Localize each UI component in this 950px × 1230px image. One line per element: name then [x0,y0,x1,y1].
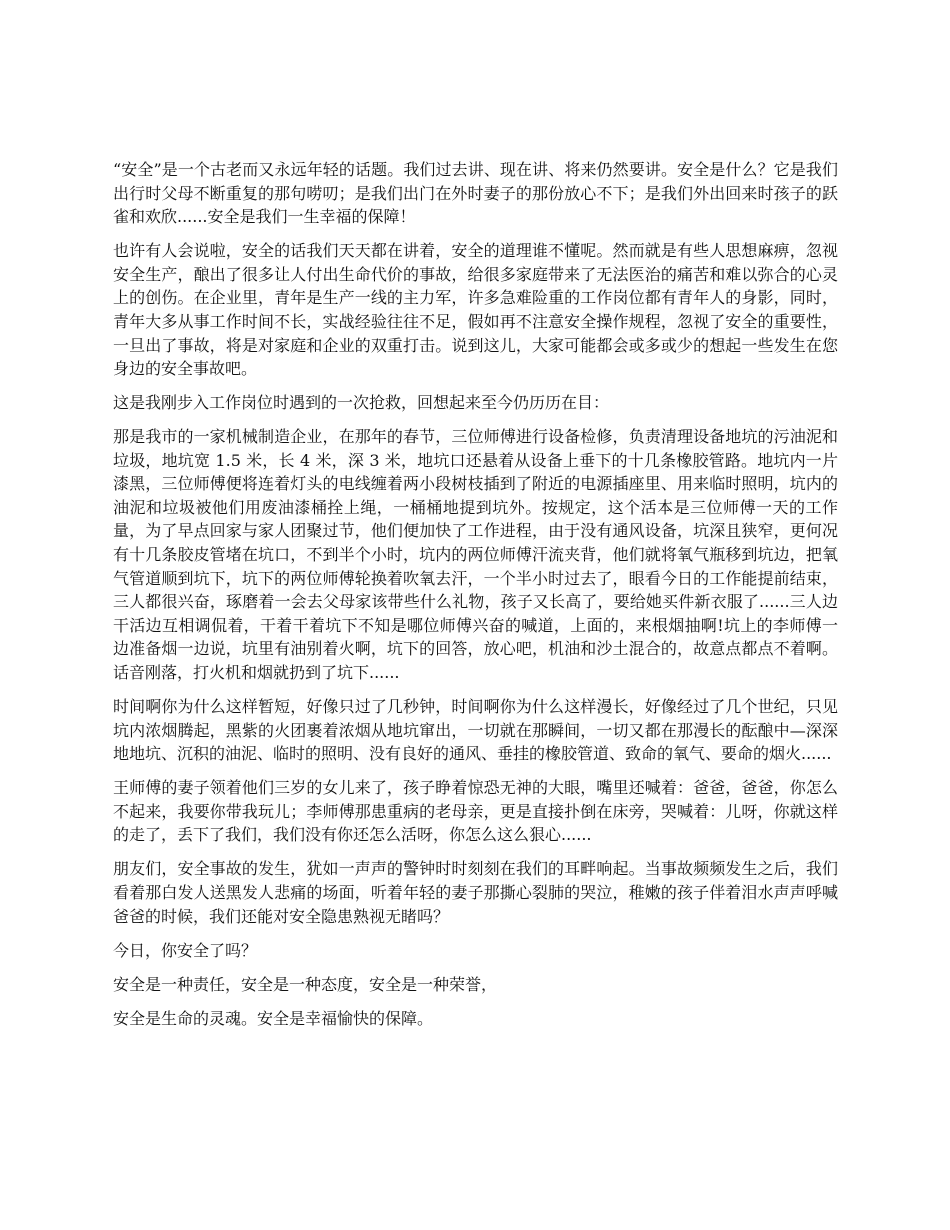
paragraph-closing: 安全是生命的灵魂。安全是幸福愉快的保障。 [113,1008,434,1028]
paragraph-warning: 朋友们，安全事故的发生，犹如一声声的警钟时时刻刻在我们的耳畔响起。当事故频频发生之后，我们看着那白发人送黑发人悲痛的场面，听着年轻的妻子那撕心裂肺的哭泣，稚嫩的孩子伴着泪水声声呼喊爸爸的时候，我们还能对安全隐患熟视无睹吗？ [113,859,838,926]
document-body [113,158,838,1041]
paragraph-time: 时间啊你为什么这样暂短，好像只过了几秒钟，时间啊你为什么这样漫长，好像经过了几个世纪，只见坑内浓烟腾起，黑紫的火团裹着浓烟从地坑窜出，一切就在那瞬间，一切又都在那漫长的酝酿中—深深地地坑、沉积的油泥、临时的照明、没有良好的通风、垂挂的橡胶管道、致命的氧气、要命的烟火...... [113,697,838,764]
paragraph-negligence: 也许有人会说啦，安全的话我们天天都在讲着，安全的道理谁不懂呢。然而就是有些人思想麻痹，忽视安全生产，酿出了很多让人付出生命代价的事故，给很多家庭带来了无法医治的痛苦和难以弥合的心灵上的创伤。在企业里，青年是生产一线的主力军，许多急难险重的工作岗位都有青年人的身影，同时，青年大多从事工作时间不长，实战经验往往不足，假如再不注意安全操作规程，忽视了安全的重要性，一旦出了事故，将是对家庭和企业的双重打击。说到这儿，大家可能都会或多或少的想起一些发生在您身边的安全事故吧。 [113,241,838,379]
paragraph-question: 今日，你安全了吗？ [113,940,258,960]
paragraph-intro: “安全”是一个古老而又永远年轻的话题。我们过去讲、现在讲、将来仍然要讲。安全是什么？它是我们出行时父母不断重复的那句唠叨；是我们出门在外时妻子的那份放心不下；是我们外出回来时孩子的跃雀和欢欣......安全是我们一生幸福的保障！ [113,160,838,227]
paragraph-responsibility: 安全是一种责任，安全是一种态度，安全是一种荣誉， [113,974,498,994]
paragraph-families: 王师傅的妻子领着他们三岁的女儿来了，孩子睁着惊恐无神的大眼，嘴里还喊着：爸爸，爸爸，你怎么不起来，我要你带我玩儿；李师傅那患重病的老母亲，更是直接扑倒在床旁，哭喊着：儿呀，你就这样的走了，丢下了我们，我们没有你还怎么活呀，你怎么这么狠心...... [113,778,838,845]
paragraph-accident-story: 那是我市的一家机械制造企业，在那年的春节，三位师傅进行设备检修，负责清理设备地坑的污油泥和垃圾，地坑宽 1.5 米，长 4 米，深 3 米，地坑口还悬着从设备上垂下的十几条橡胶管路。地坑内一片漆黑，三位师傅便将连着灯头的电线缠着两小段树枝插到了附近的电源插座里、用来临时照明，坑内的油泥和垃圾被他们用废油漆桶拴上绳，一桶桶地提到坑外。按规定，这个活本是三位师傅一天的工作量，为了早点回家与家人团聚过节，他们便加快了工作进程，由于没有通风设备，坑深且狭窄，更何况有十几条胶皮管堵在坑口，不到半个小时，坑内的两位师傅汗流夹背，他们就将氧气瓶移到坑边，把氧气管道顺到坑下，坑下的两位师傅轮换着吹氧去汗，一个半小时过去了，眼看今日的工作能提前结束，三人都很兴奋，琢磨着一会去父母家该带些什么礼物，孩子又长高了，要给她买件新衣服了......三人边干活边互相调侃着，干着干着坑下不知是哪位师傅兴奋的喊道，上面的，来根烟抽啊!坑上的李师傅一边准备烟一边说，坑里有油别着火啊，坑下的回答，放心吧，机油和沙土混合的，故意点都点不着啊。话音刚落，打火机和烟就扔到了坑下...... [113,427,838,683]
paragraph-recollection: 这是我刚步入工作岗位时遇到的一次抢救，回想起来至今仍历历在目： [113,393,610,413]
